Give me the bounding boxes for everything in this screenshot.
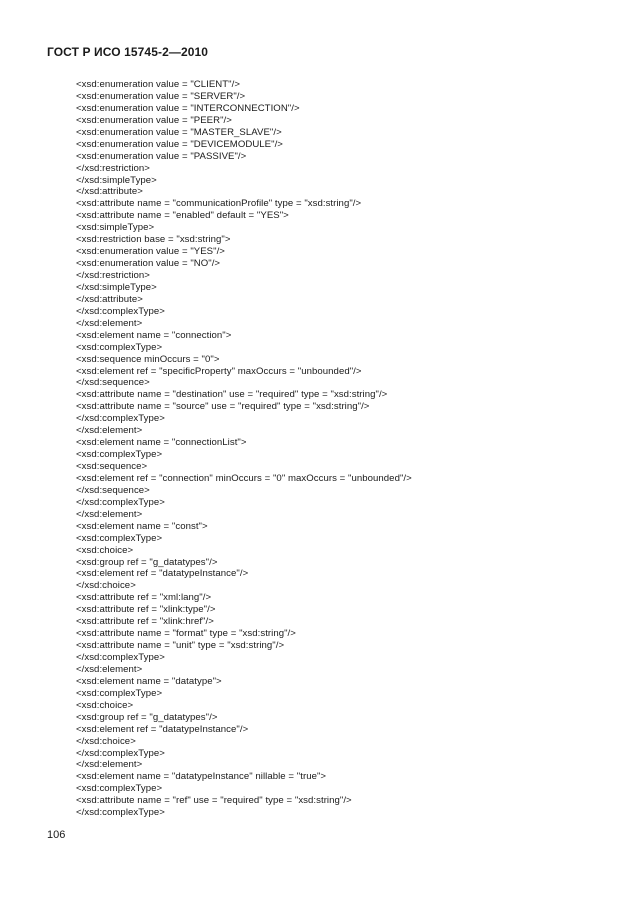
code-line: <xsd:restriction base = "xsd:string"> bbox=[76, 234, 231, 246]
code-line: <xsd:element name = "connectionList"> bbox=[76, 437, 247, 449]
code-line: <xsd:complexType> bbox=[76, 341, 163, 353]
code-line: </xsd:complexType> bbox=[76, 496, 165, 508]
code-line: <xsd:simpleType> bbox=[76, 222, 155, 234]
code-line: <xsd:complexType> bbox=[76, 783, 163, 795]
code-line: <xsd:element name = "datatypeInstance" nillable = "true"> bbox=[76, 771, 327, 783]
code-line: </xsd:element> bbox=[76, 508, 143, 520]
code-line: <xsd:group ref = "g_datatypes"/> bbox=[76, 711, 218, 723]
code-line: </xsd:simpleType> bbox=[76, 281, 157, 293]
code-line: <xsd:element ref = "specificProperty" maxOccurs = "unbounded"/> bbox=[76, 365, 362, 377]
code-line: <xsd:attribute ref = "xml:lang"/> bbox=[76, 592, 212, 604]
code-line: </xsd:complexType> bbox=[76, 747, 165, 759]
code-line: <xsd:enumeration value = "YES"/> bbox=[76, 246, 225, 258]
code-line: </xsd:choice> bbox=[76, 580, 136, 592]
code-line: <xsd:sequence minOccurs = "0"> bbox=[76, 353, 220, 365]
code-line: <xsd:attribute ref = "xlink:href"/> bbox=[76, 616, 214, 628]
code-line: <xsd:attribute name = "enabled" default = "YES"> bbox=[76, 210, 289, 222]
code-line: </xsd:complexType> bbox=[76, 652, 165, 663]
code-line: </xsd:choice> bbox=[76, 735, 136, 747]
code-line: <xsd:enumeration value = "CLIENT"/> bbox=[76, 79, 241, 90]
document-header: ГОСТ Р ИСО 15745-2—2010 bbox=[47, 45, 209, 59]
code-line: <xsd:enumeration value = "MASTER_SLAVE"/> bbox=[76, 126, 282, 138]
code-line: <xsd:group ref = "g_datatypes"/> bbox=[76, 556, 218, 568]
code-line: </xsd:element> bbox=[76, 663, 143, 675]
code-line: <xsd:complexType> bbox=[76, 449, 163, 461]
code-line: <xsd:element ref = "datatypeInstance"/> bbox=[76, 723, 249, 735]
code-line: <xsd:attribute name = "destination" use = "required" type = "xsd:string"/> bbox=[76, 389, 388, 401]
code-line: <xsd:element name = "datatype"> bbox=[76, 675, 222, 687]
code-line: <xsd:element name = "const"> bbox=[76, 520, 208, 532]
code-line: <xsd:complexType> bbox=[76, 687, 163, 699]
code-line: <xsd:attribute name = "communicationProfile" type = "xsd:string"/> bbox=[76, 198, 362, 210]
code-line: </xsd:complexType> bbox=[76, 305, 165, 317]
code-line: <xsd:attribute name = "unit" type = "xsd:string"/> bbox=[76, 640, 285, 652]
code-line: </xsd:attribute> bbox=[76, 186, 143, 198]
code-line: <xsd:attribute ref = "xlink:type"/> bbox=[76, 604, 216, 616]
code-line: <xsd:attribute name = "format" type = "xsd:string"/> bbox=[76, 628, 296, 640]
code-line: </xsd:simpleType> bbox=[76, 174, 157, 186]
code-line: </xsd:complexType> bbox=[76, 807, 165, 819]
code-line: <xsd:enumeration value = "SERVER"/> bbox=[76, 90, 246, 102]
code-line: </xsd:attribute> bbox=[76, 293, 143, 305]
code-line: <xsd:enumeration value = "PASSIVE"/> bbox=[76, 150, 247, 162]
code-line: <xsd:attribute name = "source" use = "required" type = "xsd:string"/> bbox=[76, 401, 370, 413]
code-line: </xsd:restriction> bbox=[76, 162, 150, 174]
code-line: </xsd:complexType> bbox=[76, 413, 165, 425]
code-line: <xsd:enumeration value = "INTERCONNECTION"/> bbox=[76, 102, 300, 114]
code-line: <xsd:complexType> bbox=[76, 532, 163, 544]
code-line: </xsd:restriction> bbox=[76, 270, 150, 281]
code-line: <xsd:attribute name = "ref" use = "required" type = "xsd:string"/> bbox=[76, 795, 352, 807]
code-line: <xsd:choice> bbox=[76, 544, 134, 556]
page-number: 106 bbox=[47, 829, 66, 841]
code-line: <xsd:enumeration value = "PEER"/> bbox=[76, 114, 232, 126]
code-line: <xsd:element ref = "datatypeInstance"/> bbox=[76, 568, 249, 580]
code-line: </xsd:element> bbox=[76, 317, 143, 329]
code-line: <xsd:sequence> bbox=[76, 461, 148, 472]
code-line: <xsd:element name = "connection"> bbox=[76, 329, 232, 341]
code-line: <xsd:enumeration value = "DEVICEMODULE"/> bbox=[76, 138, 283, 150]
code-line: </xsd:element> bbox=[76, 759, 143, 771]
code-line: </xsd:element> bbox=[76, 425, 143, 437]
code-line: <xsd:element ref = "connection" minOccurs = "0" maxOccurs = "unbounded"/> bbox=[76, 472, 412, 484]
code-line: </xsd:sequence> bbox=[76, 377, 150, 389]
xsd-code-listing bbox=[76, 79, 412, 819]
code-line: <xsd:choice> bbox=[76, 699, 134, 711]
code-line: </xsd:sequence> bbox=[76, 484, 150, 496]
code-line: <xsd:enumeration value = "NO"/> bbox=[76, 258, 221, 270]
